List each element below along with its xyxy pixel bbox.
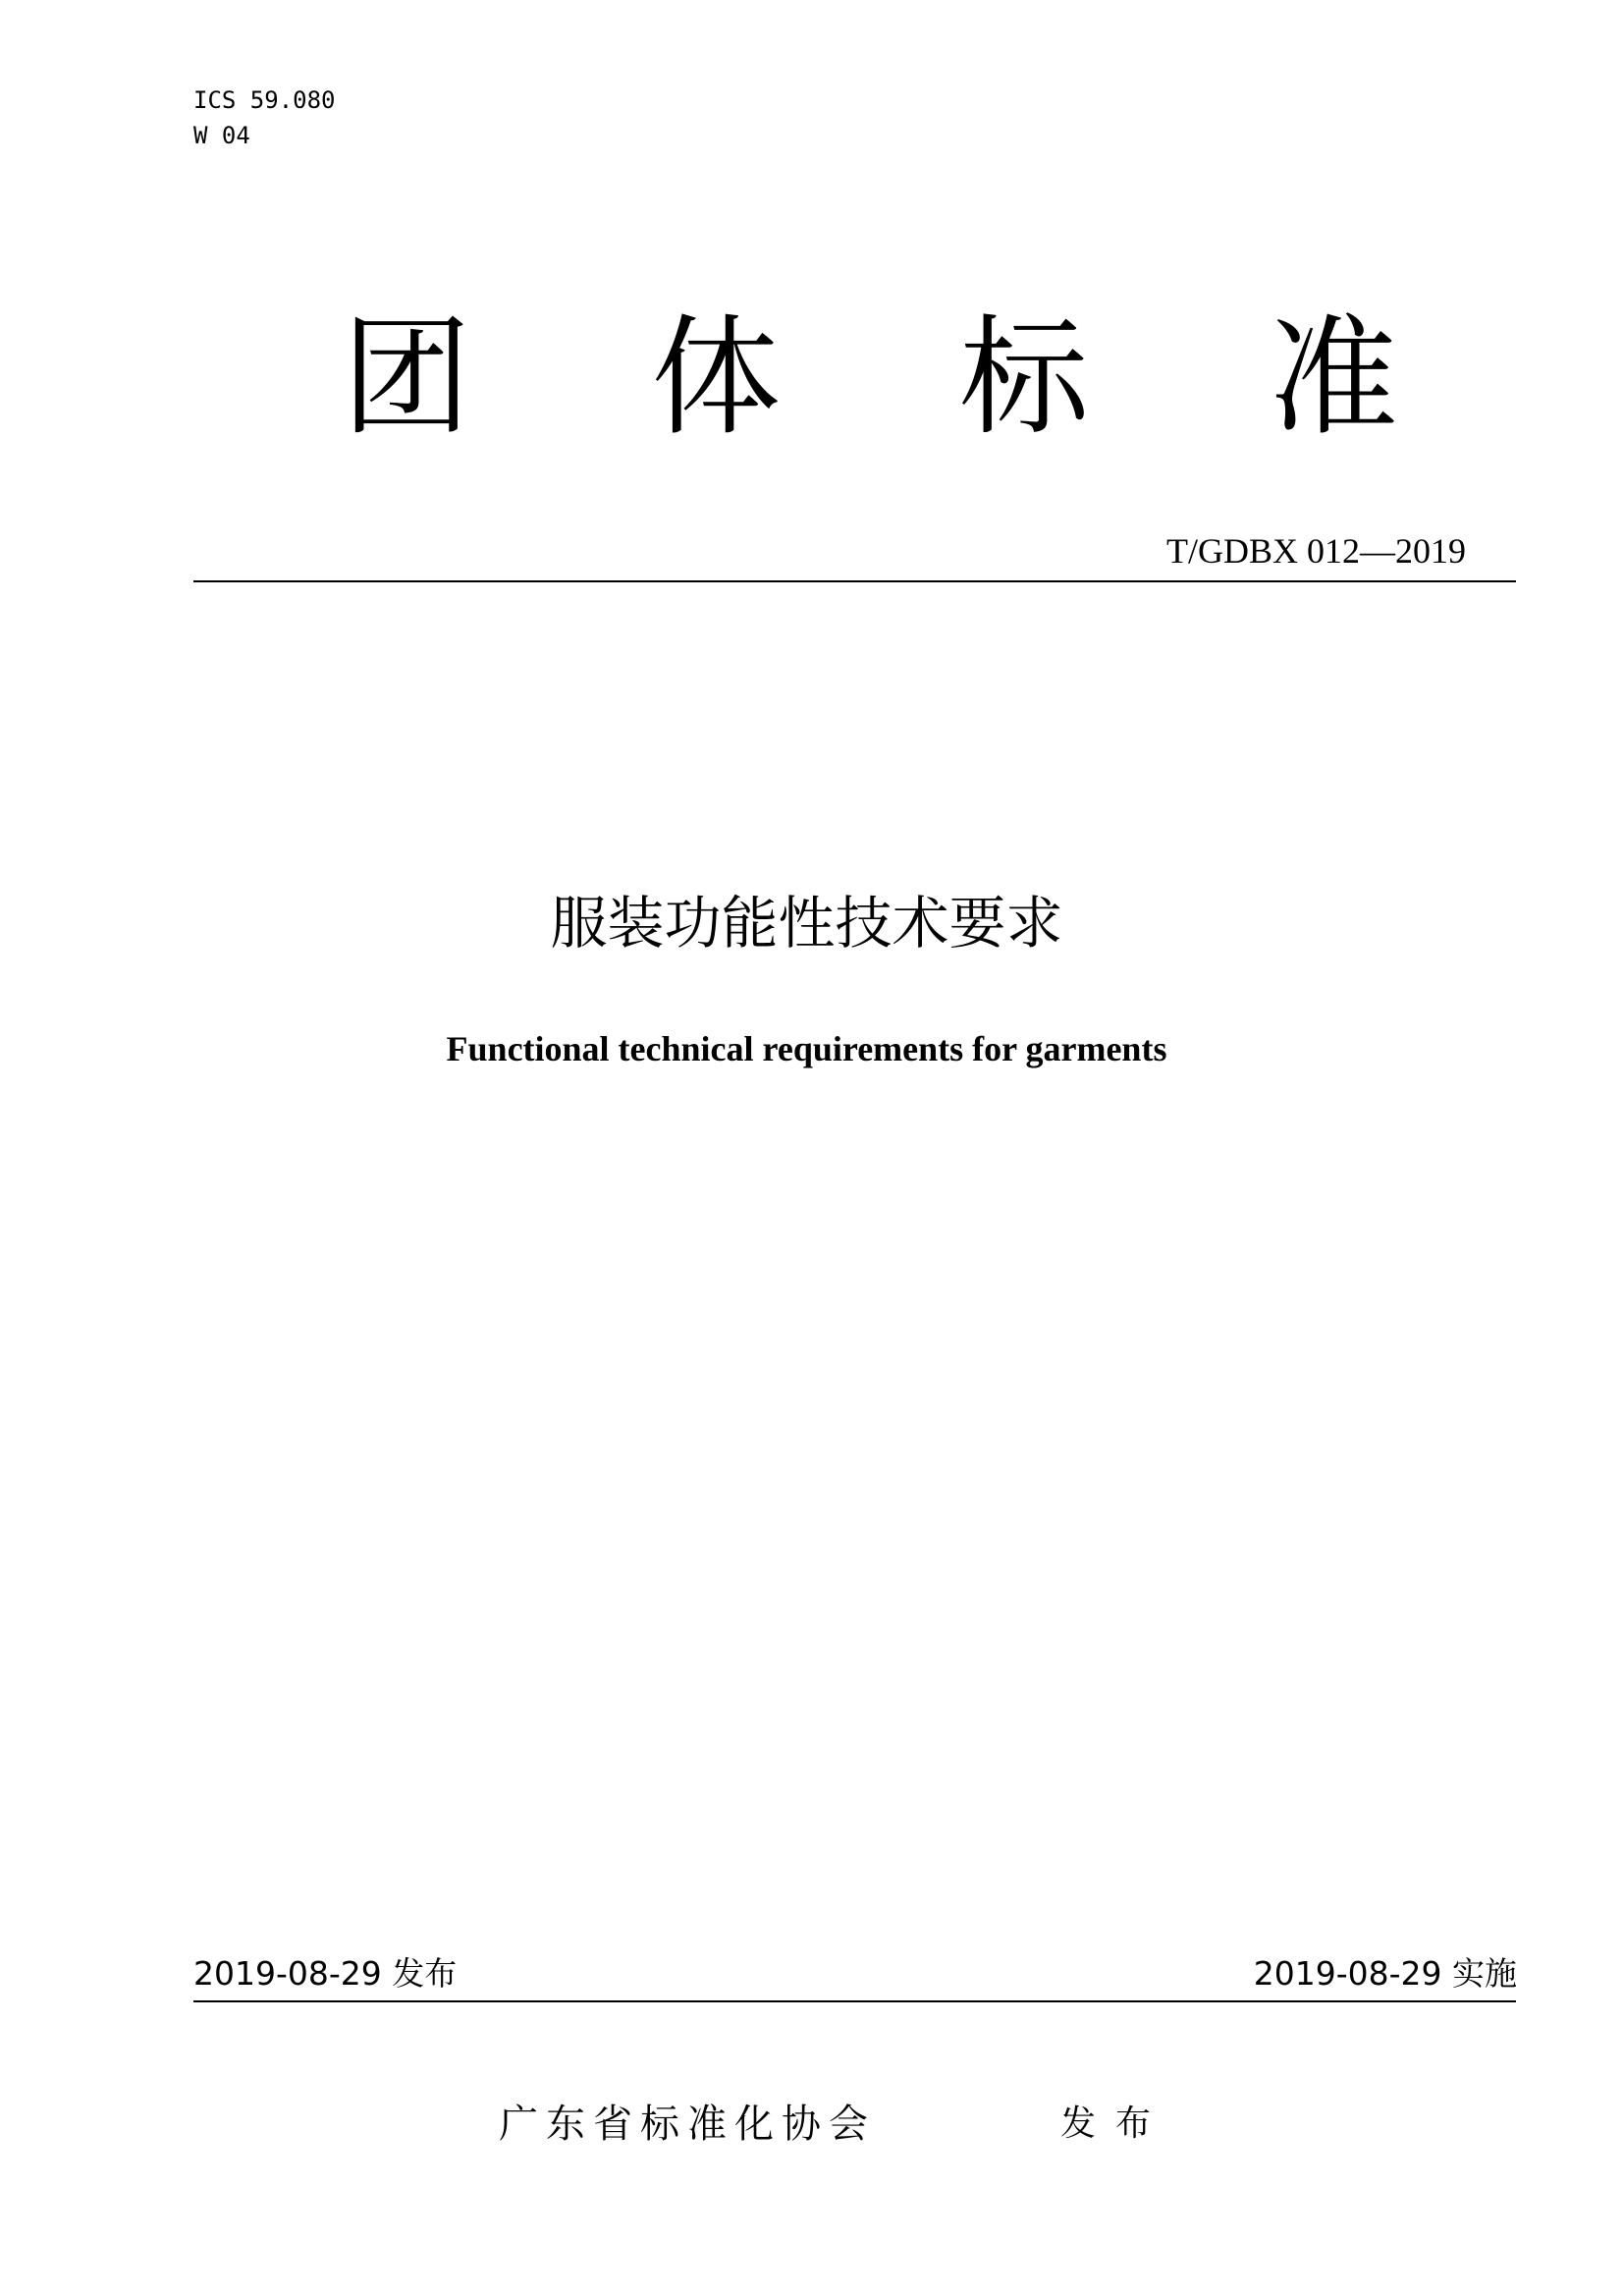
footer-divider [193,2000,1516,2002]
document-type-char: 准 [1269,302,1398,454]
document-type-char: 团 [342,302,471,454]
publish-label: 发布 [1060,2104,1171,2144]
header-divider [193,580,1516,582]
title-chinese: 服装功能性技术要求 [550,890,1063,957]
classification-codes [193,82,336,153]
category-code: W 04 [193,122,250,149]
title-english: Functional technical requirements for garments [446,1029,1167,1068]
publish-date: 2019-08-29 发布 [193,1954,458,1993]
ics-code: ICS 59.080 [193,86,336,114]
document-type-char: 体 [651,302,781,454]
document-type-char: 标 [959,302,1089,454]
implement-date: 2019-08-29 实施 [1253,1954,1517,1993]
standard-code: T/GDBX 012—2019 [1166,531,1466,571]
publisher-name: 广东省标准化协会 [499,2102,876,2147]
document-type-title [0,304,1623,452]
